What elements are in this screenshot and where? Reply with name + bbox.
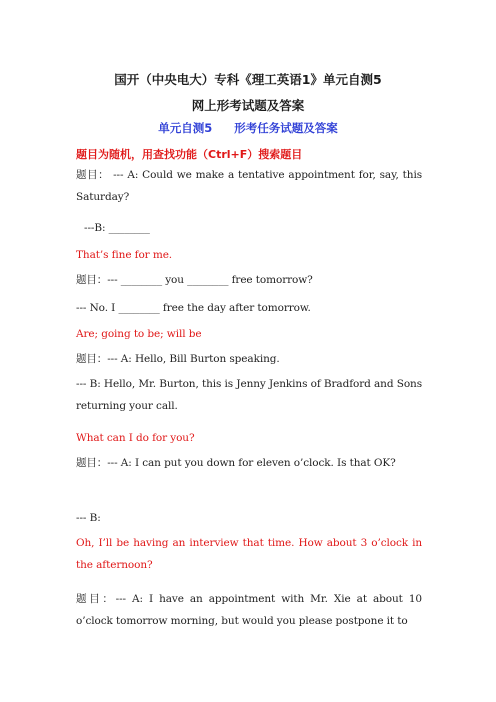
reply-text: --- B: Hello, Mr. Burton, this is Jenny Jenkins of Bradford and Sons returning your call. <box>76 378 422 412</box>
reply-text: --- B: <box>76 512 101 524</box>
section-heading-right: 形考任务试题及答案 <box>234 121 338 135</box>
section-heading-left: 单元自测5 <box>158 121 213 135</box>
section-heading <box>0 120 496 136</box>
question-text: 题目： --- A: Could we make a tentative appointment for, say, this Saturday? <box>76 169 422 203</box>
question-text: 题目：--- A: I have an appointment with Mr. Xie at about 10 o’clock tomorrow morning, but would you please postpone it to <box>76 593 422 627</box>
reply-text: --- No. I ________ free the day after tomorrow. <box>76 302 311 314</box>
question-text: 题目：--- A: I can put you down for eleven o’clock. Is that OK? <box>76 457 396 469</box>
document-title: 国开（中央电大）专科《理工英语1》单元自测5 <box>114 72 382 87</box>
answer-text: That’s fine for me. <box>76 249 173 261</box>
search-note: 题目为随机，用查找功能（Ctrl+F）搜索题目 <box>76 148 303 161</box>
document-subtitle: 网上形考试题及答案 <box>191 98 305 113</box>
question-text: 题目：--- ________ you ________ free tomorrow? <box>76 274 313 286</box>
reply-text: ---B: ________ <box>84 222 150 234</box>
question-text: 题目：--- A: Hello, Bill Burton speaking. <box>76 353 280 365</box>
answer-text: Oh, I’ll be having an interview that time. How about 3 o’clock in the afternoon? <box>76 537 422 571</box>
answer-text: Are; going to be; will be <box>76 328 202 340</box>
answer-text: What can I do for you? <box>76 432 195 444</box>
